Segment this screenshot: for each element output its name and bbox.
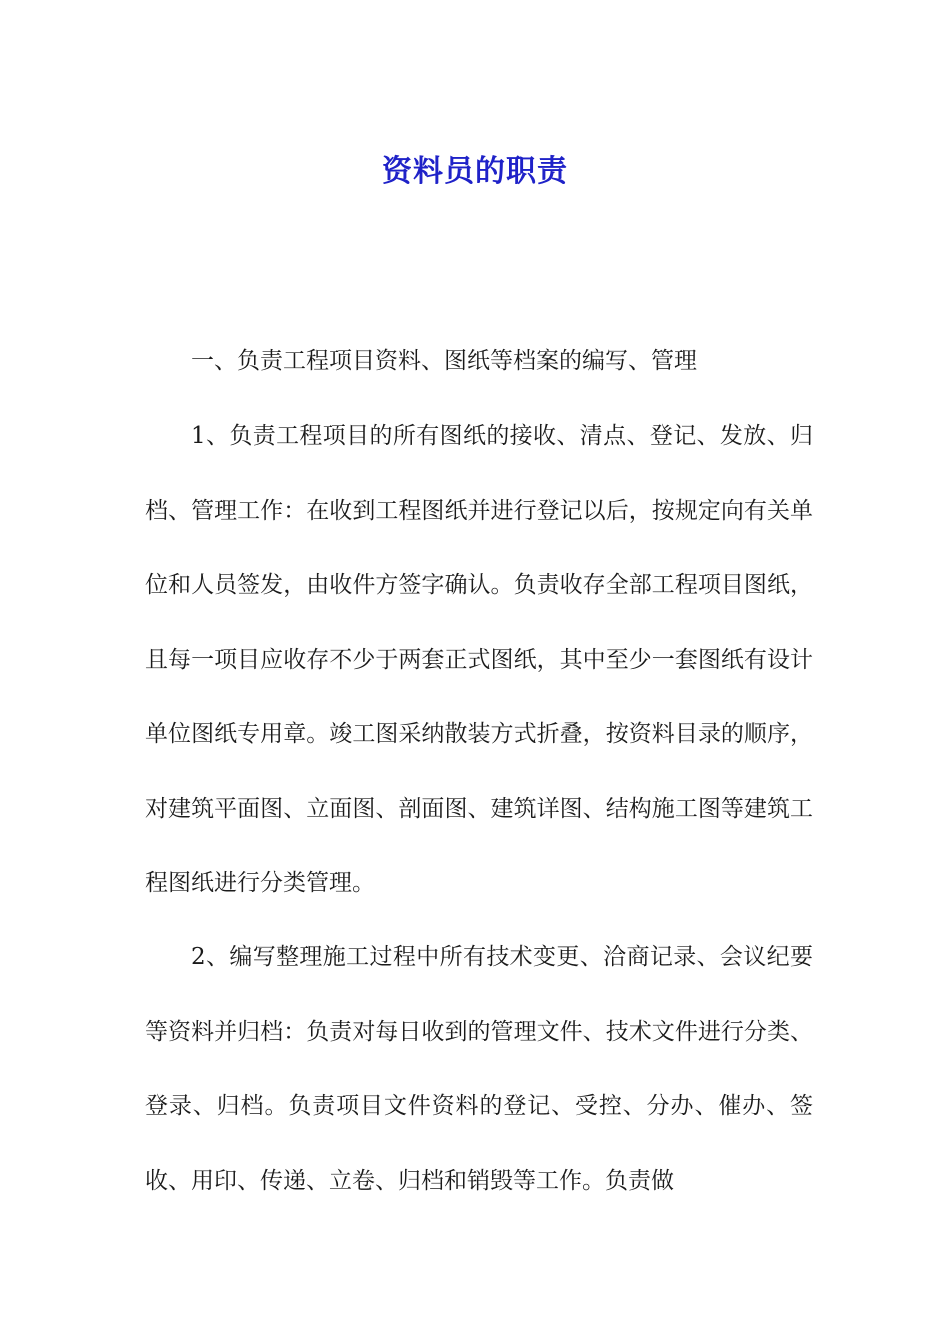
section-heading: 一、负责工程项目资料、图纸等档案的编写、管理 — [191, 348, 697, 374]
paragraph-1: 1、负责工程项目的所有图纸的接收、清点、登记、发放、归档、管理工作：在收到工程图纸并进行登记以后，按规定向有关单位和人员签发，由收件方签字确认。负责收存全部工程项目图纸，且每一项目应收存不少于两套正式图纸，其中至少一套图纸有设计单位图纸专用章。竣工图采纳散装方式折叠，按资料目录的顺序，对建筑平面图、立面图、剖面图、建筑详图、结构施工图等建筑工程图纸进行分类管理。 — [145, 423, 813, 896]
document-title: 资料员的职责 — [382, 154, 568, 190]
paragraph-2: 2、编写整理施工过程中所有技术变更、洽商记录、会议纪要等资料并归档：负责对每日收到的管理文件、技术文件进行分类、登录、归档。负责项目文件资料的登记、受控、分办、催办、签收、用印、传递、立卷、归档和销毁等工作。负责做 — [145, 944, 813, 1194]
